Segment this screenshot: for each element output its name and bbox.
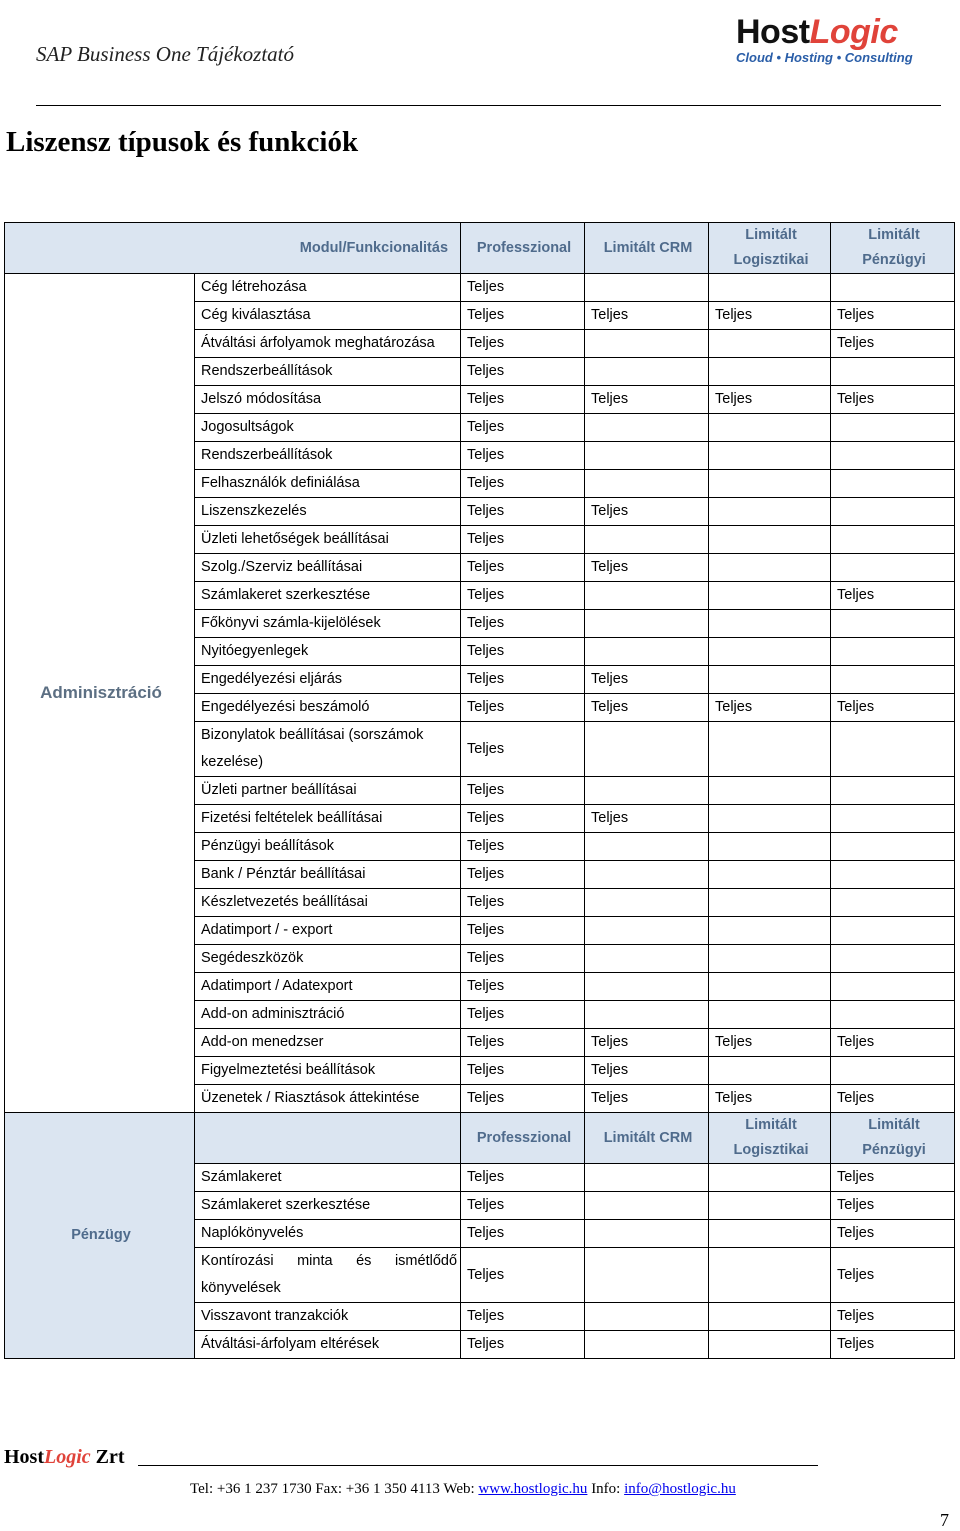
license-fin-cell bbox=[831, 833, 955, 861]
license-log-cell: Teljes bbox=[709, 302, 831, 330]
license-fin-cell bbox=[831, 498, 955, 526]
license-fin-cell: Teljes bbox=[831, 1085, 955, 1113]
license-log-cell bbox=[709, 1220, 831, 1248]
license-pro-cell: Teljes bbox=[461, 722, 585, 777]
license-crm-cell bbox=[585, 973, 709, 1001]
license-fin-cell: Teljes bbox=[831, 582, 955, 610]
license-crm-cell bbox=[585, 1248, 709, 1303]
license-crm-cell bbox=[585, 414, 709, 442]
license-fin-cell: Teljes bbox=[831, 386, 955, 414]
license-fin-cell bbox=[831, 274, 955, 302]
header-limitalt-penzugyi-line1: Limitált bbox=[868, 1117, 920, 1133]
feature-cell: Engedélyezési eljárás bbox=[195, 666, 461, 694]
license-fin-cell bbox=[831, 722, 955, 777]
license-crm-cell bbox=[585, 526, 709, 554]
license-log-cell bbox=[709, 638, 831, 666]
feature-cell: Liszenszkezelés bbox=[195, 498, 461, 526]
license-pro-cell: Teljes bbox=[461, 805, 585, 833]
license-crm-cell bbox=[585, 1001, 709, 1029]
license-fin-cell: Teljes bbox=[831, 1192, 955, 1220]
license-crm-cell bbox=[585, 722, 709, 777]
header-limitalt-penzugyi bbox=[831, 223, 955, 274]
license-fin-cell bbox=[831, 554, 955, 582]
license-pro-cell: Teljes bbox=[461, 694, 585, 722]
license-crm-cell bbox=[585, 582, 709, 610]
license-log-cell bbox=[709, 274, 831, 302]
footer-email-link[interactable]: info@hostlogic.hu bbox=[624, 1481, 736, 1497]
feature-cell: Főkönyvi számla-kijelölések bbox=[195, 610, 461, 638]
license-crm-cell: Teljes bbox=[585, 1029, 709, 1057]
license-log-cell bbox=[709, 1248, 831, 1303]
header-professzional: Professzional bbox=[461, 1113, 585, 1164]
feature-cell: Visszavont tranzakciók bbox=[195, 1303, 461, 1331]
license-pro-cell: Teljes bbox=[461, 386, 585, 414]
license-log-cell bbox=[709, 442, 831, 470]
footer-brand-logic: Logic bbox=[44, 1446, 91, 1468]
license-log-cell bbox=[709, 666, 831, 694]
header-limitalt-logisztikai bbox=[709, 223, 831, 274]
license-fin-cell bbox=[831, 917, 955, 945]
license-log-cell bbox=[709, 805, 831, 833]
feature-cell: Átváltási-árfolyam eltérések bbox=[195, 1331, 461, 1359]
license-crm-cell: Teljes bbox=[585, 666, 709, 694]
license-crm-cell: Teljes bbox=[585, 302, 709, 330]
section-label: Pénzügy bbox=[5, 1113, 195, 1359]
feature-cell: Bizonylatok beállításai (sorszámok kezelése) bbox=[195, 722, 461, 777]
feature-cell: Rendszerbeállítások bbox=[195, 442, 461, 470]
license-pro-cell: Teljes bbox=[461, 1303, 585, 1331]
license-crm-cell bbox=[585, 470, 709, 498]
feature-cell: Add-on menedzser bbox=[195, 1029, 461, 1057]
license-log-cell bbox=[709, 973, 831, 1001]
license-pro-cell: Teljes bbox=[461, 302, 585, 330]
license-pro-cell: Teljes bbox=[461, 1001, 585, 1029]
license-pro-cell: Teljes bbox=[461, 554, 585, 582]
license-pro-cell: Teljes bbox=[461, 1248, 585, 1303]
license-fin-cell: Teljes bbox=[831, 330, 955, 358]
feature-cell: Bank / Pénztár beállításai bbox=[195, 861, 461, 889]
logo-logic-text: Logic bbox=[809, 13, 898, 51]
license-crm-cell bbox=[585, 610, 709, 638]
license-crm-cell bbox=[585, 1331, 709, 1359]
license-pro-cell: Teljes bbox=[461, 274, 585, 302]
license-pro-cell: Teljes bbox=[461, 1331, 585, 1359]
license-pro-cell: Teljes bbox=[461, 1164, 585, 1192]
feature-cell: Átváltási árfolyamok meghatározása bbox=[195, 330, 461, 358]
feature-cell: Üzleti lehetőségek beállításai bbox=[195, 526, 461, 554]
license-fin-cell bbox=[831, 666, 955, 694]
license-log-cell bbox=[709, 917, 831, 945]
license-fin-cell: Teljes bbox=[831, 1220, 955, 1248]
license-pro-cell: Teljes bbox=[461, 442, 585, 470]
header-modul: Modul/Funkcionalitás bbox=[5, 223, 461, 274]
footer-contact bbox=[190, 1481, 736, 1498]
license-pro-cell: Teljes bbox=[461, 582, 585, 610]
license-crm-cell bbox=[585, 917, 709, 945]
license-fin-cell: Teljes bbox=[831, 694, 955, 722]
license-log-cell bbox=[709, 414, 831, 442]
license-fin-cell bbox=[831, 861, 955, 889]
feature-cell: Naplókönyvelés bbox=[195, 1220, 461, 1248]
header-divider bbox=[36, 105, 941, 106]
license-log-cell bbox=[709, 1164, 831, 1192]
license-crm-cell bbox=[585, 945, 709, 973]
feature-cell: Szolg./Szerviz beállításai bbox=[195, 554, 461, 582]
header-modul bbox=[195, 1113, 461, 1164]
license-fin-cell bbox=[831, 973, 955, 1001]
license-log-cell bbox=[709, 1057, 831, 1085]
license-crm-cell: Teljes bbox=[585, 805, 709, 833]
license-log-cell bbox=[709, 358, 831, 386]
license-fin-cell bbox=[831, 358, 955, 386]
license-log-cell bbox=[709, 1001, 831, 1029]
feature-cell: Kontírozási minta és ismétlődő könyvelések bbox=[195, 1248, 461, 1303]
logo-tagline: Cloud • Hosting • Consulting bbox=[736, 50, 913, 65]
license-log-cell bbox=[709, 610, 831, 638]
license-pro-cell: Teljes bbox=[461, 861, 585, 889]
header-limitalt-penzugyi bbox=[831, 1113, 955, 1164]
license-fin-cell: Teljes bbox=[831, 1303, 955, 1331]
feature-cell: Adatimport / Adatexport bbox=[195, 973, 461, 1001]
license-log-cell bbox=[709, 1331, 831, 1359]
license-fin-cell bbox=[831, 945, 955, 973]
feature-cell: Fizetési feltételek beállításai bbox=[195, 805, 461, 833]
feature-cell: Jelszó módosítása bbox=[195, 386, 461, 414]
feature-cell: Számlakeret szerkesztése bbox=[195, 1192, 461, 1220]
license-pro-cell: Teljes bbox=[461, 610, 585, 638]
license-crm-cell bbox=[585, 889, 709, 917]
footer-web-link[interactable]: www.hostlogic.hu bbox=[478, 1481, 588, 1497]
license-pro-cell: Teljes bbox=[461, 414, 585, 442]
feature-cell: Segédeszközök bbox=[195, 945, 461, 973]
license-fin-cell bbox=[831, 610, 955, 638]
license-fin-cell: Teljes bbox=[831, 302, 955, 330]
footer-info-label: Info: bbox=[587, 1481, 625, 1497]
license-crm-cell bbox=[585, 1303, 709, 1331]
feature-cell: Add-on adminisztráció bbox=[195, 1001, 461, 1029]
license-crm-cell bbox=[585, 330, 709, 358]
feature-cell: Nyitóegyenlegek bbox=[195, 638, 461, 666]
license-crm-cell bbox=[585, 442, 709, 470]
license-log-cell bbox=[709, 526, 831, 554]
feature-cell: Pénzügyi beállítások bbox=[195, 833, 461, 861]
header-limitalt-penzugyi-line2: Pénzügyi bbox=[862, 1142, 926, 1158]
license-log-cell bbox=[709, 945, 831, 973]
license-log-cell: Teljes bbox=[709, 1085, 831, 1113]
license-pro-cell: Teljes bbox=[461, 1029, 585, 1057]
license-crm-cell: Teljes bbox=[585, 1057, 709, 1085]
license-fin-cell bbox=[831, 1057, 955, 1085]
license-pro-cell: Teljes bbox=[461, 777, 585, 805]
license-crm-cell bbox=[585, 638, 709, 666]
license-log-cell bbox=[709, 470, 831, 498]
license-fin-cell bbox=[831, 777, 955, 805]
license-fin-cell bbox=[831, 1001, 955, 1029]
license-pro-cell: Teljes bbox=[461, 330, 585, 358]
table-row bbox=[5, 274, 955, 302]
license-crm-cell: Teljes bbox=[585, 694, 709, 722]
license-pro-cell: Teljes bbox=[461, 470, 585, 498]
license-pro-cell: Teljes bbox=[461, 833, 585, 861]
license-fin-cell bbox=[831, 889, 955, 917]
license-pro-cell: Teljes bbox=[461, 1085, 585, 1113]
header-limitalt-logisztikai-line2: Logisztikai bbox=[733, 1142, 809, 1158]
license-crm-cell bbox=[585, 274, 709, 302]
feature-cell: Felhasználók definiálása bbox=[195, 470, 461, 498]
license-log-cell bbox=[709, 498, 831, 526]
license-pro-cell: Teljes bbox=[461, 638, 585, 666]
table-header-row bbox=[5, 223, 955, 274]
license-crm-cell: Teljes bbox=[585, 498, 709, 526]
license-crm-cell bbox=[585, 861, 709, 889]
document-header-title: SAP Business One Tájékoztató bbox=[36, 42, 295, 66]
license-log-cell: Teljes bbox=[709, 1029, 831, 1057]
header-limitalt-logisztikai-line1: Limitált bbox=[745, 227, 797, 243]
feature-cell: Cég kiválasztása bbox=[195, 302, 461, 330]
license-log-cell bbox=[709, 861, 831, 889]
hostlogic-logo bbox=[736, 14, 936, 70]
license-fin-cell: Teljes bbox=[831, 1164, 955, 1192]
footer-brand bbox=[4, 1446, 125, 1469]
license-pro-cell: Teljes bbox=[461, 973, 585, 1001]
header-limitalt-logisztikai-line2: Logisztikai bbox=[733, 252, 809, 268]
license-pro-cell: Teljes bbox=[461, 526, 585, 554]
license-pro-cell: Teljes bbox=[461, 358, 585, 386]
license-fin-cell: Teljes bbox=[831, 1331, 955, 1359]
license-fin-cell bbox=[831, 805, 955, 833]
section-label: Adminisztráció bbox=[5, 274, 195, 1113]
feature-cell: Számlakeret szerkesztése bbox=[195, 582, 461, 610]
license-fin-cell bbox=[831, 470, 955, 498]
license-pro-cell: Teljes bbox=[461, 666, 585, 694]
license-crm-cell bbox=[585, 1164, 709, 1192]
feature-cell: Figyelmeztetési beállítások bbox=[195, 1057, 461, 1085]
license-pro-cell: Teljes bbox=[461, 917, 585, 945]
license-log-cell bbox=[709, 554, 831, 582]
license-pro-cell: Teljes bbox=[461, 498, 585, 526]
license-log-cell bbox=[709, 777, 831, 805]
license-fin-cell bbox=[831, 442, 955, 470]
header-professzional: Professzional bbox=[461, 223, 585, 274]
license-log-cell bbox=[709, 330, 831, 358]
license-log-cell bbox=[709, 833, 831, 861]
logo-host-text: Host bbox=[736, 13, 810, 51]
feature-cell: Rendszerbeállítások bbox=[195, 358, 461, 386]
header-limitalt-penzugyi-line1: Limitált bbox=[868, 227, 920, 243]
page-number: 7 bbox=[940, 1510, 949, 1530]
license-fin-cell bbox=[831, 526, 955, 554]
license-log-cell bbox=[709, 1192, 831, 1220]
license-crm-cell bbox=[585, 1220, 709, 1248]
license-fin-cell: Teljes bbox=[831, 1248, 955, 1303]
license-fin-cell: Teljes bbox=[831, 1029, 955, 1057]
header-limitalt-logisztikai bbox=[709, 1113, 831, 1164]
license-pro-cell: Teljes bbox=[461, 1192, 585, 1220]
license-log-cell bbox=[709, 722, 831, 777]
license-pro-cell: Teljes bbox=[461, 1220, 585, 1248]
header-limitalt-crm: Limitált CRM bbox=[585, 1113, 709, 1164]
license-fin-cell bbox=[831, 414, 955, 442]
feature-cell: Számlakeret bbox=[195, 1164, 461, 1192]
table-header-row bbox=[5, 1113, 955, 1164]
header-limitalt-penzugyi-line2: Pénzügyi bbox=[862, 252, 926, 268]
license-log-cell: Teljes bbox=[709, 386, 831, 414]
license-pro-cell: Teljes bbox=[461, 889, 585, 917]
license-crm-cell: Teljes bbox=[585, 1085, 709, 1113]
feature-cell: Cég létrehozása bbox=[195, 274, 461, 302]
license-crm-cell bbox=[585, 833, 709, 861]
header-limitalt-logisztikai-line1: Limitált bbox=[745, 1117, 797, 1133]
license-pro-cell: Teljes bbox=[461, 945, 585, 973]
feature-cell: Adatimport / - export bbox=[195, 917, 461, 945]
license-log-cell: Teljes bbox=[709, 694, 831, 722]
feature-cell: Jogosultságok bbox=[195, 414, 461, 442]
license-table bbox=[4, 222, 955, 1359]
license-log-cell bbox=[709, 889, 831, 917]
feature-cell: Engedélyezési beszámoló bbox=[195, 694, 461, 722]
license-fin-cell bbox=[831, 638, 955, 666]
page-heading: Liszensz típusok és funkciók bbox=[6, 126, 359, 158]
footer-divider bbox=[138, 1465, 818, 1466]
footer-contact-prefix: Tel: +36 1 237 1730 Fax: +36 1 350 4113 Web: bbox=[190, 1481, 479, 1497]
footer-brand-zrt: Zrt bbox=[90, 1446, 125, 1468]
license-log-cell bbox=[709, 1303, 831, 1331]
license-crm-cell: Teljes bbox=[585, 554, 709, 582]
feature-cell: Üzenetek / Riasztások áttekintése bbox=[195, 1085, 461, 1113]
feature-cell: Üzleti partner beállításai bbox=[195, 777, 461, 805]
header-limitalt-crm: Limitált CRM bbox=[585, 223, 709, 274]
license-log-cell bbox=[709, 582, 831, 610]
feature-cell: Készletvezetés beállításai bbox=[195, 889, 461, 917]
license-crm-cell bbox=[585, 358, 709, 386]
license-pro-cell: Teljes bbox=[461, 1057, 585, 1085]
license-crm-cell bbox=[585, 1192, 709, 1220]
license-crm-cell bbox=[585, 777, 709, 805]
license-crm-cell: Teljes bbox=[585, 386, 709, 414]
footer-brand-host: Host bbox=[4, 1446, 44, 1468]
